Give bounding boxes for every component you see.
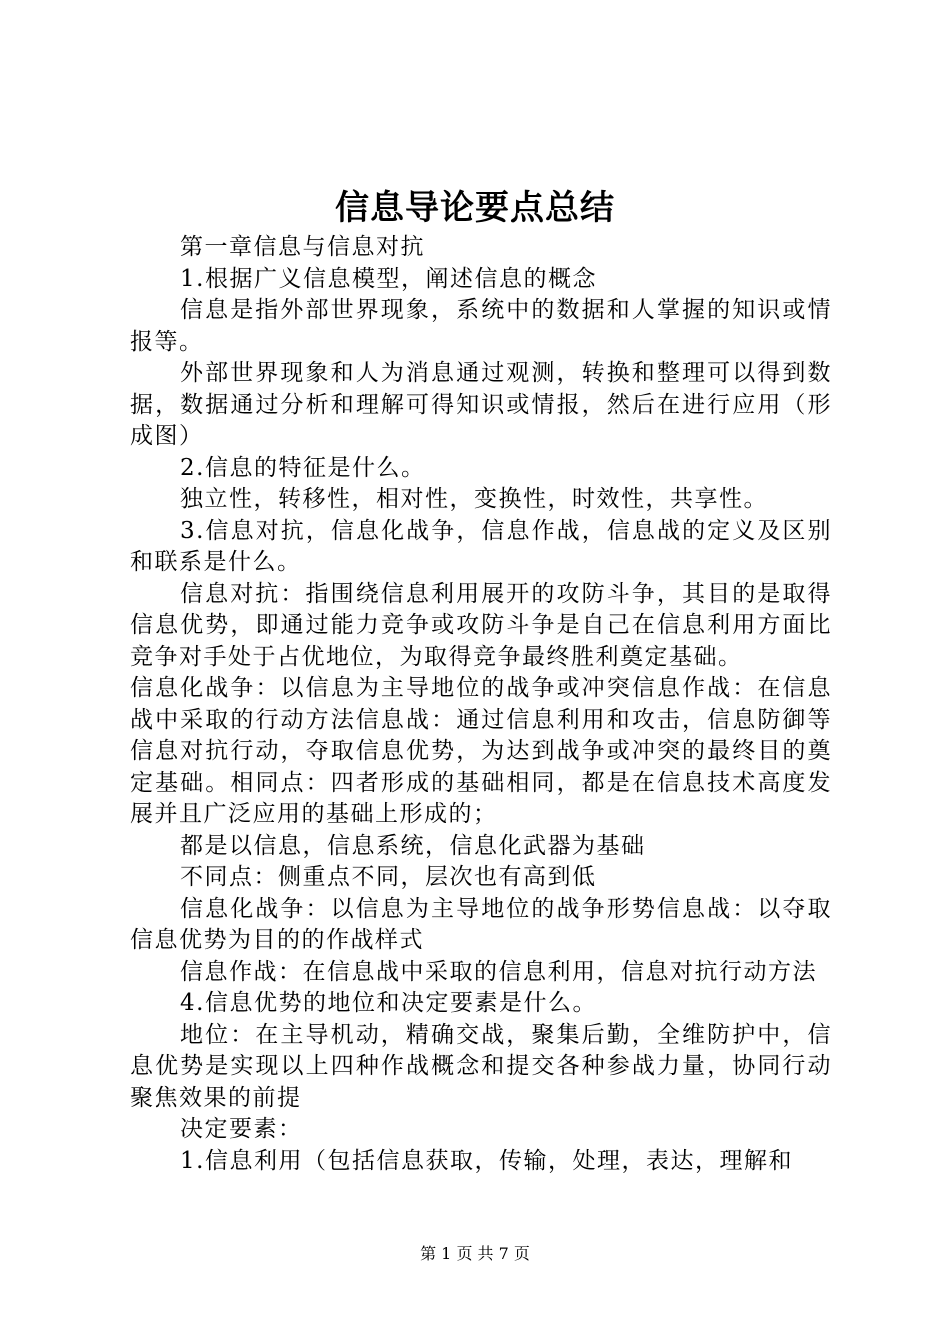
paragraph: 信息对抗：指围绕信息利用展开的攻防斗争，其目的是取得信息优势，即通过能力竞争或攻防斗争是自己在信息利用方面比竞争对手处于占优地位，为取得竞争最终胜利奠定基础。 <box>130 580 832 670</box>
paragraph: 信息作战：在信息战中采取的信息利用，信息对抗行动方法 <box>180 958 817 985</box>
paragraph: 第一章信息与信息对抗 <box>180 234 425 260</box>
paragraph: 独立性，转移性，相对性，变换性，时效性，共享性。 <box>180 486 768 512</box>
document-body <box>130 232 832 1177</box>
paragraph: 外部世界现象和人为消息通过观测，转换和整理可以得到数据，数据通过分析和理解可得知识或情报，然后在进行应用（形成图） <box>130 360 832 449</box>
paragraph: 信息化战争：以信息为主导地位的战争或冲突信息作战：在信息战中采取的行动方法信息战：通过信息利用和攻击，信息防御等信息对抗行动，夺取信息优势，为达到战争或冲突的最终目的奠定基础。相同点：四者形成的基础相同，都是在信息技术高度发展并且广泛应用的基础上形成的； <box>130 675 832 827</box>
paragraph: 1.根据广义信息模型，阐述信息的概念 <box>180 265 597 292</box>
paragraph: 信息化战争：以信息为主导地位的战争形势信息战：以夺取信息优势为目的的作战样式 <box>130 895 832 953</box>
page-footer: 第 1 页 共 7 页 <box>420 1244 530 1263</box>
paragraph: 决定要素： <box>180 1116 303 1142</box>
paragraph: 2.信息的特征是什么。 <box>180 454 426 481</box>
paragraph: 都是以信息，信息系统，信息化武器为基础 <box>180 832 646 859</box>
paragraph: 地位：在主导机动，精确交战，聚集后勤，全维防护中，信息优势是实现以上四种作战概念和提交各种参战力量，协同行动聚焦效果的前提 <box>130 1021 832 1111</box>
document-title: 信息导论要点总结 <box>335 188 615 228</box>
paragraph: 3.信息对抗，信息化战争，信息作战，信息战的定义及区别和联系是什么。 <box>130 517 832 575</box>
paragraph: 1.信息利用（包括信息获取，传输，处理，表达，理解和 <box>180 1147 793 1174</box>
paragraph: 4.信息优势的地位和决定要素是什么。 <box>180 990 597 1016</box>
paragraph: 不同点：侧重点不同，层次也有高到低 <box>180 864 597 890</box>
paragraph: 信息是指外部世界现象，系统中的数据和人掌握的知识或情报等。 <box>130 297 832 355</box>
